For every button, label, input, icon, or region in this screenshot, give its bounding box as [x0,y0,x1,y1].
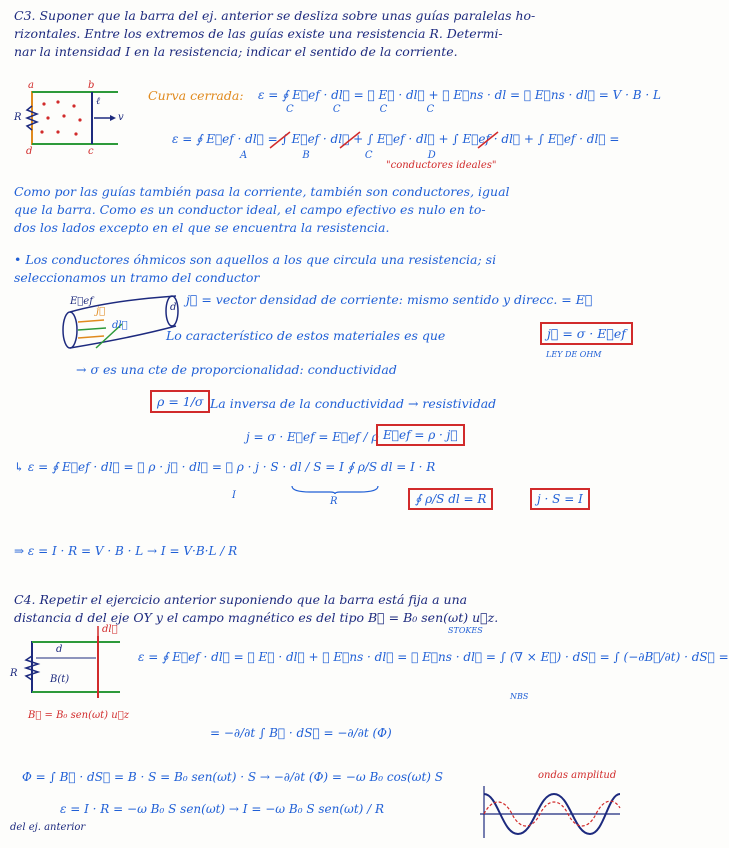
c3-rho-box: ρ = 1/σ [150,390,210,413]
c4-flux: Φ = ∫ B⃗ · dS⃗ = B · S = B₀ sen(ωt) · S → −∂/∂t (Φ) = −ω B₀ cos(ωt) S [22,770,443,784]
c4-fig-label-dl: dl⃗ [102,624,118,635]
c3-j-eq: j = σ · E⃗ef = E⃗ef / ρ [246,430,379,444]
c3-statement-line1: C3. Suponer que la barra del ej. anterior se desliza sobre unas guías paralelas ho- [14,8,536,23]
c4-margin-note: del ej. anterior [10,822,86,833]
c3-fig-label-a: a [28,80,34,91]
c3-eq1-limits: C C C C [286,104,435,115]
c3-para2-line2: seleccionamos un tramo del conductor [14,270,260,285]
c3-fig-label-b: b [88,80,95,91]
c4-fig-label-bt: B(t) [50,674,70,685]
c3-para2-line1: • Los conductores óhmicos son aquellos a los que circula una resistencia; si [14,252,497,267]
c3-field-region [32,92,92,144]
c3-fig-label-d: d [26,146,33,157]
c3-field-arrow-3 [78,336,104,338]
c3-velocity-arrowhead [110,115,116,121]
c3-long-eq: ↳ ε = ∮ E⃗ef · dl⃗ = ∮ ρ · j⃗ · dl⃗ = ∮ ρ · j · S · dl / S = I ∮ ρ/S dl = I · R [14,460,436,474]
c4-stokes: STOKES [448,626,483,635]
c4-fig-label-d: d [56,644,63,655]
c3-j-definition: j⃗ = vector densidad de corriente: mismo sentido y direcc. = E⃗ [186,292,593,307]
c4-field: B⃗ = B₀ sen(ωt) u⃗z [28,710,129,721]
c3-conductor-section-left [63,312,77,348]
c3-result: ⇒ ε = I · R = V · B · L → I = V·B·L / R [14,544,238,558]
c3-is-box: j · S = I [530,488,590,510]
c3-fig-label-l: ℓ [96,96,101,107]
c3-fig-label-v: v [118,112,124,123]
c3-para1-line3: dos los lados excepto en el que se encuentra la resistencia. [14,220,390,235]
c3-para1-line1: Como por las guías también pasa la corriente, también son conductores, igual [14,184,510,199]
c3-circuit-figure [22,88,132,154]
c3-inversa: La inversa de la conductividad → resistividad [210,396,497,411]
c4-nbs: NBS [510,692,529,701]
c4-statement-line1: C4. Repetir el ejercicio anterior suponiendo que la barra está fija a una [14,592,468,607]
c3-eq2-limits: A B C D [240,150,436,161]
c3-statement-line2: rizontales. Entre los extremos de las guías existe una resistencia R. Determi- [14,26,503,41]
c3-strike-marks [260,130,550,150]
c3-fig2-label-dl: dl⃗ [112,320,128,331]
c3-field-arrow-1 [78,320,104,322]
c3-statement-line3: nar la intensidad I en la resistencia; indicar el sentido de la corriente. [14,44,458,59]
c4-eq2: = −∂/∂t ∫ B⃗ · dS⃗ = −∂/∂t (Φ) [210,726,392,740]
c4-eq1: ε = ∮ E⃗ef · dl⃗ = ∮ E⃗ · dl⃗ + ∮ E⃗ns · dl⃗ = ∮ E⃗ns · dl⃗ = ∫ (∇ × E⃗) · dS⃗ = ∫ (−∂B⃗/∂t) · dS⃗ = [138,650,729,664]
c3-long-eq-under-i: I [232,490,236,501]
c3-underbrace [290,484,380,494]
c3-para1-line2: que la barra. Como es un conductor ideal, el campo efectivo es nulo en to- [14,202,486,217]
c3-field-dots [40,100,81,135]
c3-ohm-box: j⃗ = σ · E⃗ef [540,322,633,345]
c4-circuit-figure [20,632,130,704]
c3-curva-cerrada: Curva cerrada: [148,88,244,103]
c4-final: ε = I · R = −ω B₀ S sen(ωt) → I = −ω B₀ S sen(ωt) / R [60,802,385,816]
c3-r-box: ∮ ρ/S dl = R [408,488,493,510]
c4-onda-label: ondas amplitud [538,770,617,781]
c3-fig2-label-j: j⃗ [96,306,106,317]
c3-fig-label-r: R [14,112,22,123]
c3-long-eq-under-r: R [330,496,338,507]
c3-caracteristico: Lo característico de estos materiales es que [166,328,446,343]
c3-ley-ohm: LEY DE OHM [546,350,602,359]
c3-eq1: ε = ∮ E⃗ef · dl⃗ = ∮ E⃗ · dl⃗ + ∮ E⃗ns · dl = ∮ E⃗ns · dl⃗ = V · B · L [258,88,661,102]
c3-conductores-ideales: "conductores ideales" [386,160,497,171]
c3-fig2-label-eef: E⃗ef [70,296,93,307]
c3-fig2-label-ds: d [170,302,177,313]
c4-statement-line2: distancia d del eje OY y el campo magnético es del tipo B⃗ = B₀ sen(ωt) u⃗z. [14,610,499,625]
c3-eq2: ε = ∮ E⃗ef · dl⃗ = ∫ E⃗ef · dl⃗ + ∫ E⃗ef · dl⃗ + ∫ E⃗ef · dl⃗ + ∫ E⃗ef · dl⃗ = [172,132,620,146]
c3-eef-box: E⃗ef = ρ · j⃗ [376,424,465,446]
c4-fig-label-r: R [10,668,18,679]
c3-field-arrow-2 [78,328,106,330]
c3-fig-label-c: c [88,146,94,157]
c4-wave-sketch [474,784,624,840]
c3-sigma-definition: → σ es una cte de proporcionalidad: conductividad [76,362,397,377]
